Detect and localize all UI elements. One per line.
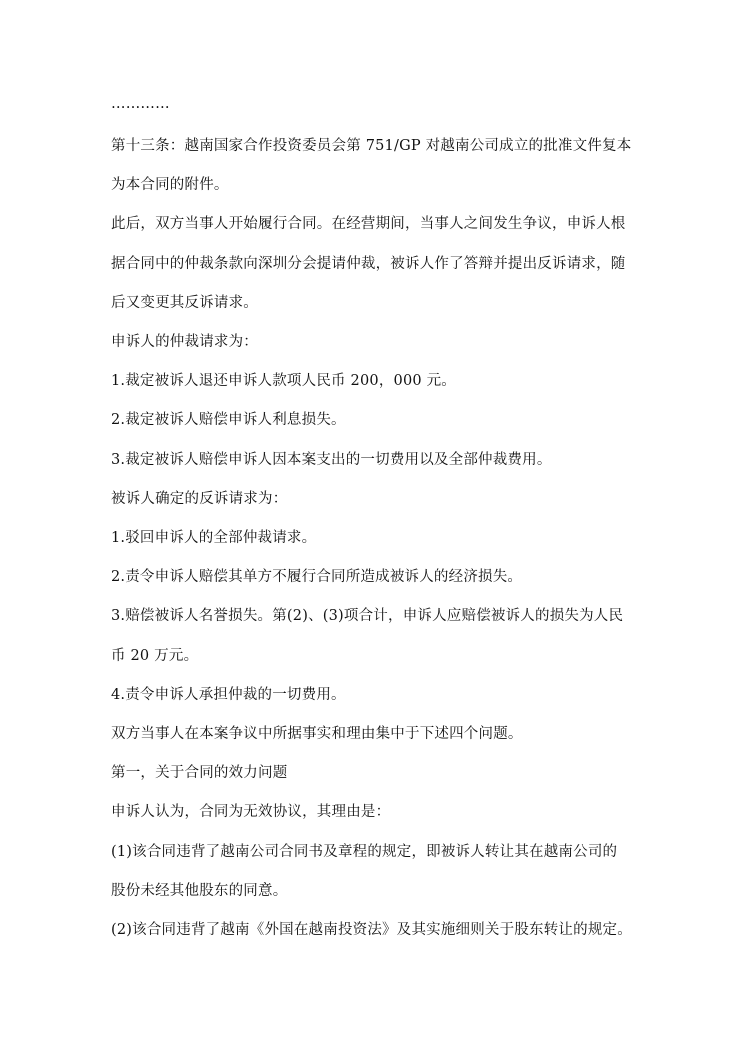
claimant-request-2: 2.裁定被诉人赔偿申诉人利息损失。	[111, 412, 346, 428]
claimant-request-1: 1.裁定被诉人退还申诉人款项人民币 200，000 元。	[111, 373, 457, 389]
counterclaim-heading: 被诉人确定的反诉请求为：	[111, 491, 288, 507]
performance-paragraph-line-1: 此后，双方当事人开始履行合同。在经营期间，当事人之间发生争议，申诉人根	[111, 216, 626, 232]
article-13-line-1: 第十三条：越南国家合作投资委员会第 751/GP 对越南公司成立的批准文件复本	[111, 138, 632, 154]
performance-paragraph-line-2: 据合同中的仲裁条款向深圳分会提请仲裁，被诉人作了答辩并提出反诉请求，随	[111, 256, 626, 272]
reason-1-line-2: 股份未经其他股东的同意。	[111, 883, 288, 899]
article-13-line-2: 为本合同的附件。	[111, 177, 229, 193]
dispute-summary: 双方当事人在本案争议中所据事实和理由集中于下述四个问题。	[111, 726, 523, 742]
counterclaim-2: 2.责令申诉人赔偿其单方不履行合同所造成被诉人的经济损失。	[111, 569, 523, 585]
counterclaim-4: 4.责令申诉人承担仲裁的一切费用。	[111, 687, 346, 703]
performance-paragraph-line-3: 后又变更其反诉请求。	[111, 295, 258, 311]
issue-1-heading: 第一，关于合同的效力问题	[111, 765, 288, 781]
counterclaim-3-line-1: 3.赔偿被诉人名誉损失。第(2)、(3)项合计，申诉人应赔偿被诉人的损失为人民	[111, 608, 624, 624]
reason-1-line-1: (1)该合同违背了越南公司合同书及章程的规定，即被诉人转让其在越南公司的	[111, 844, 618, 860]
claimant-argument-intro: 申诉人认为，合同为无效协议，其理由是：	[111, 804, 391, 820]
reason-2: (2)该合同违背了越南《外国在越南投资法》及其实施细则关于股东转让的规定。	[111, 922, 632, 938]
claimant-request-3: 3.裁定被诉人赔偿申诉人因本案支出的一切费用以及全部仲裁费用。	[111, 452, 552, 468]
claimant-requests-heading: 申诉人的仲裁请求为：	[111, 334, 258, 350]
ellipsis-line: …………	[111, 96, 170, 112]
counterclaim-1: 1.驳回申诉人的全部仲裁请求。	[111, 530, 317, 546]
counterclaim-3-line-2: 币 20 万元。	[111, 648, 199, 664]
